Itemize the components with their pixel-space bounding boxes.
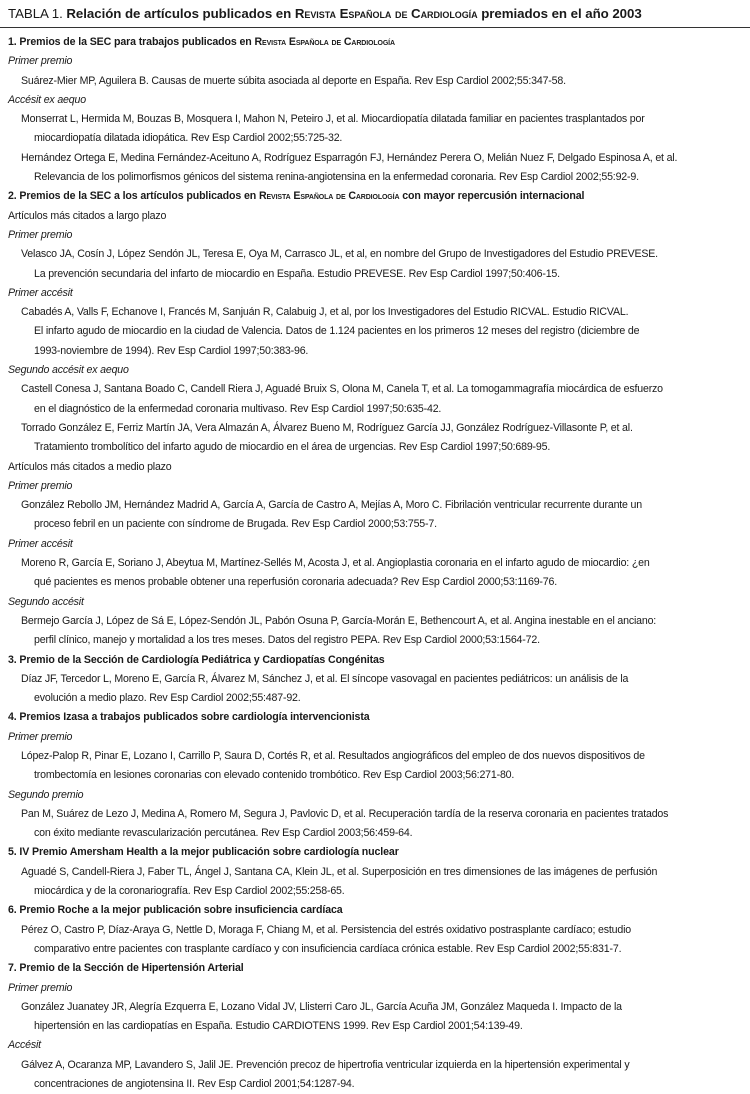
reference-line: Castell Conesa J, Santana Boado C, Candell Riera J, Aguadé Bruix S, Olona M, Canela T, et al. La tomogammagrafía miocárdica de esfuerzo (21, 383, 663, 396)
reference-continuation: en el diagnóstico de la enfermedad coronaria multivaso. Rev Esp Cardiol 1997;50:635-42. (34, 402, 442, 415)
reference-line: Suárez-Mier MP, Aguilera B. Causas de muerte súbita asociada al deporte en España. Rev Esp Cardiol 2002;55:347-58. (21, 74, 566, 87)
reference-continuation: trombectomía en lesiones coronarias con elevado contenido trombótico. Rev Esp Cardiol 2003;56:271-80. (34, 769, 515, 782)
reference-line: Pan M, Suárez de Lezo J, Medina A, Romero M, Segura J, Pavlovic D, et al. Recuperación tardía de la reserva coronaria en pacientes tratados (21, 807, 669, 820)
reference-continuation: comparativo entre pacientes con trasplante cardíaco y con insuficiencia cardíaca crónica estable. Rev Esp Cardiol 2002;55:831-7. (34, 942, 622, 955)
reference-continuation: evolución a medio plazo. Rev Esp Cardiol 2002;55:487-92. (34, 692, 301, 705)
reference-continuation: 1993-noviembre de 1994). Rev Esp Cardiol 1997;50:383-96. (34, 344, 309, 357)
reference-continuation: El infarto agudo de miocardio en la ciudad de Valencia. Datos de 1.124 pacientes en los primeros 12 meses del registro (diciembre de (34, 325, 640, 338)
prize-label: Accésit ex aequo (8, 93, 86, 106)
reference-line: López-Palop R, Pinar E, Lozano I, Carrillo P, Saura D, Cortés R, et al. Resultados angiográficos del empleo de dos nuevos dispositivos de (21, 749, 645, 762)
reference-line: Gálvez A, Ocaranza MP, Lavandero S, Jalil JE. Prevención precoz de hipertrofia ventricular izquierda en la hipertensión experimental y (21, 1058, 630, 1071)
prize-label: Primer premio (8, 55, 73, 68)
title-rule (0, 27, 750, 28)
reference-line: Velasco JA, Cosín J, López Sendón JL, Teresa E, Oya M, Carrasco JL, et al, en nombre del Grupo de Investigadores del Estudio PREVESE. (21, 248, 658, 261)
reference-continuation: miocárdica y de la coronariografía. Rev Esp Cardiol 2002;55:258-65. (34, 885, 345, 898)
prize-label: Primer accésit (8, 286, 73, 299)
reference-continuation: Tratamiento trombolítico del infarto agudo de miocardio en el área de urgencias. Rev Esp Cardiol 1997;50:689-95. (34, 441, 551, 454)
reference-line: González Juanatey JR, Alegría Ezquerra E, Lozano Vidal JV, Llisterri Caro JL, García Acuña JM, González Maqueda I. Impacto de la (21, 1000, 622, 1013)
reference-continuation: perfil clínico, manejo y mortalidad a los tres meses. Datos del registro PEPA. Rev Esp Cardiol 2000;53:1564-72. (34, 634, 540, 647)
prize-label: Primer premio (8, 981, 73, 994)
reference-continuation: concentraciones de angiotensina II. Rev Esp Cardiol 2001;54:1287-94. (34, 1078, 355, 1091)
reference-continuation: hipertensión en las cardiopatías en España. Estudio CARDIOTENS 1999. Rev Esp Cardiol 2001;54:139-49. (34, 1020, 523, 1033)
prize-label: Segundo premio (8, 788, 84, 801)
section-heading: 5. IV Premio Amersham Health a la mejor publicación sobre cardiología nuclear (8, 846, 399, 859)
prize-label: Accésit (8, 1039, 41, 1052)
reference-continuation: miocardiopatía dilatada idiopática. Rev Esp Cardiol 2002;55:725-32. (34, 132, 343, 145)
section-heading: 3. Premio de la Sección de Cardiología Pediátrica y Cardiopatías Congénitas (8, 653, 385, 666)
reference-continuation: qué pacientes es menos probable obtener una reperfusión coronaria adecuada? Rev Esp Cardiol 2000;53:1169-76. (34, 576, 557, 589)
reference-line: González Rebollo JM, Hernández Madrid A, García A, García de Castro A, Mejías A, Moro C. Fibrilación ventricular recurrente durante un (21, 499, 642, 512)
reference-line: Torrado González E, Ferriz Martín JA, Vera Almazán A, Álvarez Bueno M, Rodríguez García JJ, González Rodríguez-Villasonte P, et al. (21, 421, 633, 434)
journal-name: Revista Española de Cardiología (254, 36, 395, 48)
section-heading: 4. Premios Izasa a trabajos publicados sobre cardiología intervencionista (8, 711, 370, 724)
table-body (0, 33, 750, 1094)
table-title (0, 4, 750, 24)
reference-line: Aguadé S, Candell-Riera J, Faber TL, Ángel J, Santana CA, Klein JL, et al. Superposición en tres dimensiones de las imágenes de perfusión (21, 865, 658, 878)
prize-label: Primer accésit (8, 537, 73, 550)
section-heading: 1. Premios de la SEC para trabajos publicados en Revista Española de Cardiología (8, 36, 395, 48)
subsection-label: Artículos más citados a medio plazo (8, 460, 172, 473)
table-title-text: Relación de artículos publicados en Revista Española de Cardiología premiados en el año 2003 (66, 6, 642, 21)
reference-continuation: proceso febril en un paciente con síndrome de Brugada. Rev Esp Cardiol 2000;53:755-7. (34, 518, 437, 531)
prize-label: Primer premio (8, 228, 73, 241)
reference-line: Hernández Ortega E, Medina Fernández-Aceituno A, Rodríguez Esparragón FJ, Hernández Perera O, Melián Nuez F, Delgado Espinosa A, et al. (21, 151, 678, 164)
reference-continuation: con éxito mediante revascularización percutánea. Rev Esp Cardiol 2003;56:459-64. (34, 827, 413, 840)
reference-continuation: Relevancia de los polimorfismos génicos del sistema renina-angiotensina en la enfermedad coronaria. Rev Esp Cardiol 2002;55:92-9. (34, 171, 639, 184)
prize-label: Primer premio (8, 479, 73, 492)
reference-line: Díaz JF, Tercedor L, Moreno E, García R, Álvarez M, Sánchez J, et al. El síncope vasovagal en pacientes pediátricos: un análisis de la (21, 672, 629, 685)
table-label: TABLA 1. (8, 6, 63, 21)
reference-continuation: La prevención secundaria del infarto de miocardio en España. Estudio PREVESE. Rev Esp Cardiol 1997;50:406-15. (34, 267, 560, 280)
prize-label: Segundo accésit (8, 595, 84, 608)
journal-name: Revista Española de Cardiología (258, 190, 400, 203)
reference-line: Bermejo García J, López de Sá E, López-Sendón JL, Pabón Osuna P, García-Morán E, Bethencourt A, et al. Angina inestable en el anciano: (21, 614, 657, 627)
section-heading: 7. Premio de la Sección de Hipertensión Arterial (8, 962, 244, 975)
prize-label: Primer premio (8, 730, 73, 743)
section-heading: 6. Premio Roche a la mejor publicación sobre insuficiencia cardíaca (8, 904, 343, 917)
reference-line: Monserrat L, Hermida M, Bouzas B, Mosquera I, Mahon N, Peteiro J, et al. Miocardiopatía dilatada familiar en pacientes trasplantados por (21, 113, 645, 126)
reference-line: Pérez O, Castro P, Díaz-Araya G, Nettle D, Moraga F, Chiang M, et al. Persistencia del estrés oxidativo postrasplante cardíaco; estudio (21, 923, 632, 936)
prize-label: Segundo accésit ex aequo (8, 364, 129, 377)
reference-line: Moreno R, García E, Soriano J, Abeytua M, Martínez-Sellés M, Acosta J, et al. Angioplastia coronaria en el infarto agudo de miocardio: ¿en (21, 557, 650, 570)
section-heading: 2. Premios de la SEC a los artículos publicados en Revista Española de Cardiología con mayor repercusión internacional (8, 190, 585, 203)
reference-line: Cabadés A, Valls F, Echanove I, Francés M, Sanjuán R, Calabuig J, et al, por los Investigadores del Estudio RICVAL. Estudio RICVAL. (21, 306, 629, 319)
subsection-label: Artículos más citados a largo plazo (8, 209, 167, 222)
